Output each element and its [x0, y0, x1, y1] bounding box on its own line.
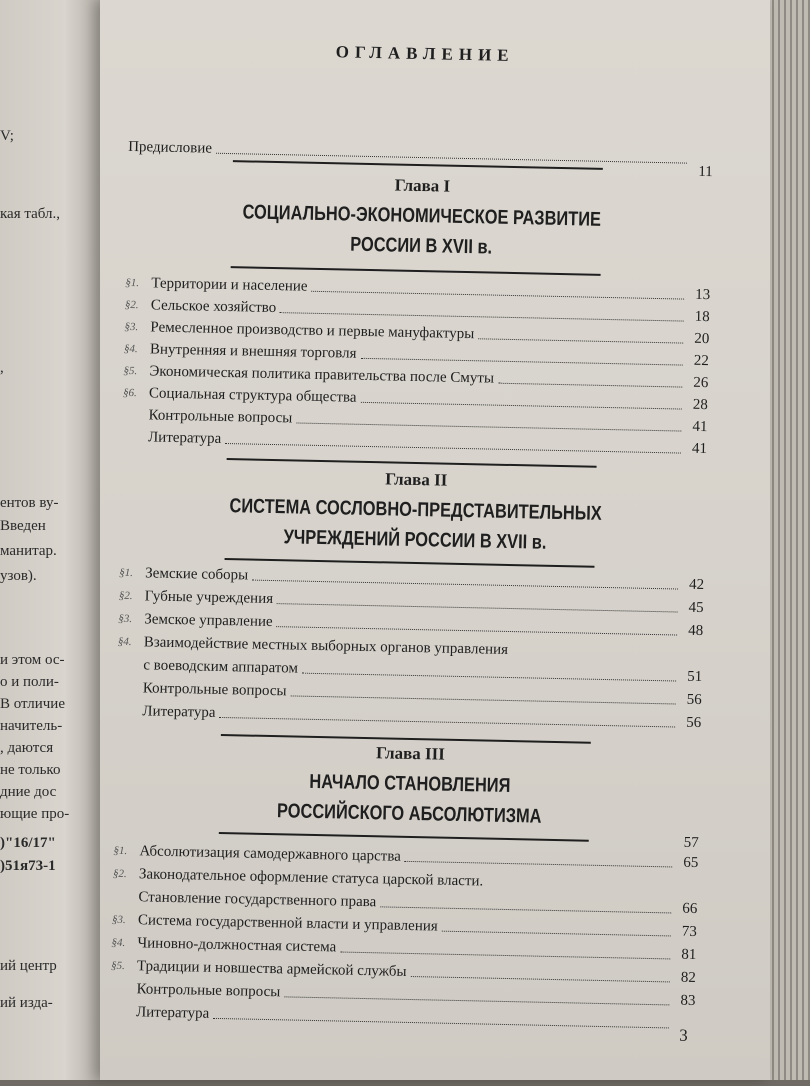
leader-dots	[277, 626, 678, 635]
left-page-text: начитель-	[0, 718, 62, 735]
left-page-text: кая табл.,	[0, 206, 60, 223]
left-page-text: дние дос	[0, 784, 56, 801]
entry-section-number	[117, 697, 143, 698]
entry-label: Становление государственного права	[138, 888, 376, 911]
leader-dots	[360, 402, 681, 410]
entry-label: Система государственной власти и управления	[138, 911, 438, 935]
entry-label: Абсолютизация самодержавного царства	[139, 842, 401, 865]
entry-label: Внутренняя и внешняя торговля	[150, 340, 357, 362]
entry-page-number: 48	[681, 622, 703, 640]
entry-page-number: 22	[687, 352, 709, 370]
leader-dots	[302, 673, 676, 682]
entry-section-number: §6.	[123, 384, 149, 403]
entry-section-number	[110, 1021, 136, 1022]
left-page-text: V;	[0, 128, 14, 145]
entry-page-number: 20	[687, 330, 709, 348]
entry-label: Социальная структура общества	[149, 384, 357, 406]
contents-page	[100, 0, 770, 1080]
left-page-text: ,	[0, 360, 4, 377]
left-page-text: ентов ву-	[0, 495, 58, 512]
leader-dots	[290, 695, 675, 704]
entry-section-number: §1.	[125, 274, 151, 293]
left-page-text: Введен	[0, 518, 46, 535]
entry-page-number: 45	[681, 599, 703, 617]
entry-section-number: §4.	[124, 340, 150, 359]
entry-label: Губные учреждения	[145, 587, 274, 608]
left-page-text: )"16/17"	[0, 835, 56, 852]
left-page-text: , даются	[0, 740, 53, 757]
entry-label: Законодательное оформление статуса царской власти.	[139, 865, 484, 890]
entry-page-number: 51	[680, 668, 702, 686]
entry-label: Взаимодействие местных выборных органов управления	[144, 633, 509, 659]
left-page-text: ющие про-	[0, 806, 69, 823]
entry-label: Территории и население	[151, 274, 308, 295]
entry-label: Земские соборы	[145, 564, 248, 584]
chapter-title-line: РОССИИ В XVII в.	[179, 227, 663, 265]
leader-dots	[442, 931, 671, 937]
chapter-title-line: УЧРЕЖДЕНИЙ РОССИИ В XVII в.	[173, 521, 657, 559]
entry-section-number	[122, 446, 148, 447]
entry-section-number: §2.	[119, 587, 145, 606]
chapter-label: Глава I	[127, 170, 717, 202]
chapter-title-line: СИСТЕМА СОСЛОВНО-ПРЕДСТАВИТЕЛЬНЫХ	[173, 491, 657, 529]
entry-section-number: §1.	[119, 564, 145, 583]
entry-label: Традиции и новшества армейской службы	[137, 957, 407, 981]
entry-section-number: §3.	[118, 610, 144, 629]
left-page	[0, 0, 110, 1080]
entry-page-number: 83	[673, 992, 695, 1010]
left-page-text: манитар.	[0, 543, 57, 560]
entry-label: Контрольные вопросы	[136, 980, 280, 1001]
leader-dots	[225, 443, 681, 454]
entry-label: Контрольные вопросы	[143, 679, 287, 700]
entry-section-number: §4.	[111, 934, 137, 953]
entry-section-number	[112, 906, 138, 907]
entry-section-number	[116, 720, 142, 721]
entry-page-number: 81	[674, 946, 696, 964]
page-title: ОГЛАВЛЕНИЕ	[130, 38, 720, 70]
entry-page-number: 13	[688, 286, 710, 304]
entry-label: Предисловие	[128, 138, 212, 158]
chapter-title-line: НАЧАЛО СТАНОВЛЕНИЯ	[168, 765, 652, 803]
left-page-text: не только	[0, 762, 60, 779]
entry-page-number: 26	[686, 374, 708, 392]
entry-page-number: 42	[682, 576, 704, 594]
entry-page-number: 41	[685, 418, 707, 436]
chapter-label: Глава II	[121, 464, 711, 496]
left-page-text: узов).	[0, 568, 37, 585]
entry-section-number: §2.	[125, 296, 151, 315]
entry-page-number: 65	[676, 854, 698, 872]
entry-label: Литература	[148, 428, 222, 448]
entry-label: Чиновно-должностная система	[137, 934, 336, 956]
entry-page-number: 56	[679, 714, 701, 732]
entry-page-number: 11	[691, 163, 713, 181]
entry-page-number: 56	[680, 691, 702, 709]
left-page-text: и этом ос-	[0, 652, 65, 669]
leader-dots	[277, 603, 678, 612]
left-page-text: В отличие	[0, 696, 65, 713]
leader-dots	[410, 976, 669, 982]
entry-page-number: 57	[677, 834, 699, 852]
left-page-text: ий центр	[0, 958, 57, 975]
entry-page-number: 73	[675, 923, 697, 941]
entry-section-number: §4.	[118, 633, 144, 652]
leader-dots	[284, 996, 669, 1005]
entry-page-number: 82	[674, 969, 696, 987]
chapter-title-line: РОССИЙСКОГО АБСОЛЮТИЗМА	[167, 795, 651, 833]
entry-section-number	[117, 674, 143, 675]
chapter-title-line: СОЦИАЛЬНО-ЭКОНОМИЧЕСКОЕ РАЗВИТИЕ	[180, 197, 664, 235]
entry-page-number: 18	[688, 308, 710, 326]
entry-page-number: 66	[675, 900, 697, 918]
leader-dots	[219, 717, 675, 728]
page-number: 3	[679, 1026, 688, 1046]
entry-page-number: 41	[685, 440, 707, 458]
entry-section-number: §1.	[113, 842, 139, 861]
entry-label: Сельское хозяйство	[151, 296, 277, 317]
leader-dots	[498, 383, 682, 388]
leader-dots	[360, 358, 682, 366]
leader-dots	[213, 1018, 669, 1029]
entry-section-number: §2.	[113, 865, 139, 884]
left-page-text: ий изда-	[0, 995, 53, 1012]
leader-dots	[478, 338, 683, 343]
leader-dots	[380, 906, 671, 913]
entry-section-number	[122, 424, 148, 425]
leader-dots	[405, 861, 672, 868]
entry-label: с воеводским аппаратом	[143, 656, 298, 677]
entry-label: Ремесленное производство и первые мануфактуры	[150, 318, 474, 343]
left-page-text: о и поли-	[0, 674, 59, 691]
entry-section-number: §3.	[112, 911, 138, 930]
entry-section-number: §5.	[111, 957, 137, 976]
entry-section-number: §3.	[124, 318, 150, 337]
entry-section-number	[110, 998, 136, 999]
entry-section-number: §5.	[123, 362, 149, 381]
left-page-text: )51я73-1	[0, 858, 56, 875]
entry-label: Экономическая политика правительства после Смуты	[149, 362, 494, 387]
entry-label: Земское управление	[144, 610, 273, 631]
leader-dots	[340, 952, 670, 960]
entry-label: Литература	[142, 702, 216, 722]
entry-page-number: 28	[686, 396, 708, 414]
chapter-label: Глава III	[115, 738, 705, 770]
entry-label: Контрольные вопросы	[148, 406, 292, 427]
entry-label: Литература	[136, 1003, 210, 1023]
